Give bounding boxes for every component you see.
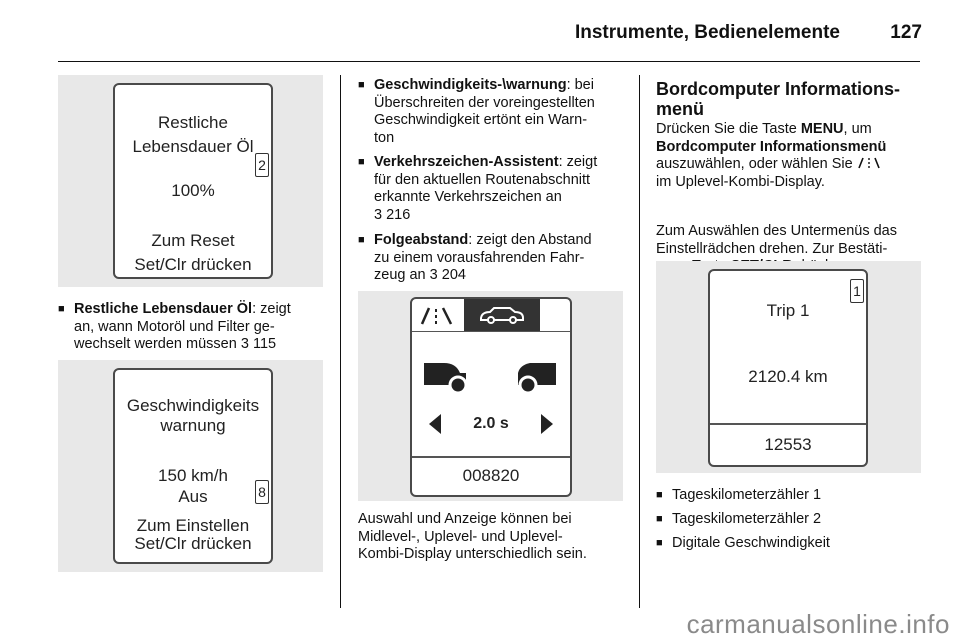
- page-ref: 115: [252, 336, 277, 352]
- bullet-mark: ■: [358, 234, 365, 246]
- bullet-text: erkannte Verkehrszeichen an: [374, 189, 562, 205]
- bullet-mark: ■: [358, 156, 365, 168]
- speed-warning-state: Aus: [178, 487, 208, 506]
- column-divider-right: [639, 75, 640, 608]
- instruction-paragraph-1: [656, 121, 926, 191]
- display-variant-note: [358, 511, 633, 564]
- column-divider-left: [340, 75, 341, 608]
- bullet-text: : zeigt: [252, 301, 291, 317]
- heading-line: Bordcomputer Informations-: [656, 79, 901, 99]
- arrow-right-icon: [540, 413, 554, 435]
- page-ref-icon: 3: [240, 336, 249, 352]
- list-item: [656, 511, 940, 529]
- bullet-text: Überschreiten der voreingestellten: [374, 94, 595, 111]
- para-text: Zum Auswählen des Untermenüs das: [656, 223, 897, 239]
- note-line: Midlevel-, Uplevel- und Uplevel-: [358, 528, 563, 545]
- bullet-traffic-sign: [358, 154, 639, 224]
- odometer-value: 008820: [462, 466, 520, 485]
- car-icon: [478, 306, 526, 324]
- vehicle-ahead-icon: [510, 355, 562, 395]
- bullet-mark: ■: [656, 513, 663, 525]
- watermark: carmanualsonline.info: [686, 609, 950, 639]
- bullet-text: für den aktuellen Routenabschnitt: [374, 171, 591, 188]
- bullet-mark: ■: [656, 489, 663, 501]
- para-text: Drücken Sie die Taste: [656, 121, 801, 137]
- odometer-divider: [710, 423, 866, 425]
- para-text: auszuwählen, oder wählen Sie: [656, 156, 853, 172]
- lane-icon: [420, 306, 454, 326]
- speed-warning-display: [113, 368, 273, 564]
- odometer-value: 12553: [764, 435, 812, 454]
- bullet-mark: ■: [656, 537, 663, 549]
- menu-key: MENU: [800, 121, 844, 137]
- page-title: Instrumente, Bedienelemente: [574, 22, 840, 43]
- oil-life-value: 100%: [171, 181, 215, 200]
- list-item: [656, 487, 940, 505]
- heading-line: menü: [656, 99, 705, 119]
- trip-distance: 2120.4 km: [748, 367, 828, 386]
- page-number: 127: [890, 22, 922, 43]
- oil-life-display: [113, 83, 273, 279]
- bullet-speed-warning: [358, 77, 639, 147]
- bullet-text: zu einem vorausfahrenden Fahr-: [374, 249, 585, 266]
- para-text: im Uplevel-Kombi-Display.: [656, 173, 825, 190]
- trip-display: [708, 269, 868, 467]
- bullet-mark: ■: [58, 303, 65, 315]
- bullet-text: : bei: [566, 77, 594, 93]
- oil-life-line2: Lebensdauer Öl: [132, 137, 254, 156]
- trip-figure: [656, 261, 921, 473]
- oil-life-line5: Set/Clr drücken: [134, 255, 252, 274]
- trip-title: Trip 1: [766, 301, 810, 320]
- speed-warning-figure: [58, 360, 323, 572]
- oil-life-line4: Zum Reset: [151, 231, 235, 250]
- speed-warning-value: 150 km/h: [158, 466, 228, 485]
- bullet-text: : zeigt den Abstand: [468, 232, 592, 248]
- speed-warning-line2: warnung: [160, 416, 226, 435]
- page-tag: 1: [850, 279, 864, 303]
- page-tag: 8: [255, 480, 269, 504]
- bullet-text: zeug an: [374, 267, 426, 283]
- note-line: Kombi-Display unterschiedlich sein.: [358, 546, 587, 562]
- page-ref-icon: 3: [374, 206, 383, 223]
- oil-life-line1: Restliche: [158, 113, 228, 132]
- bullet-following-distance: [358, 232, 639, 285]
- note-line: Auswahl und Anzeige können bei: [358, 511, 572, 527]
- following-distance-display: [410, 297, 572, 497]
- page-ref: 204: [441, 267, 466, 283]
- bullet-term: Restliche Lebensdauer Öl: [74, 301, 253, 317]
- following-gap-value: 2.0 s: [473, 415, 509, 432]
- speed-warning-line1: Geschwindigkeits: [126, 396, 260, 415]
- page-tag: 2: [255, 153, 269, 177]
- page-header: [0, 14, 922, 50]
- list-item-text: Tageskilometerzähler 1: [672, 487, 822, 503]
- page-ref: 216: [386, 206, 411, 223]
- bullet-text: : zeigt: [558, 154, 598, 170]
- header-rule: [58, 61, 920, 62]
- speed-warning-line6: Set/Clr drücken: [134, 534, 252, 553]
- list-item-text: Tageskilometerzähler 2: [672, 511, 822, 527]
- menu-name: Bordcomputer Informationsmenü: [656, 138, 887, 155]
- bullet-mark: ■: [358, 79, 365, 91]
- section-heading: [656, 79, 924, 119]
- list-item: [656, 535, 940, 553]
- bullet-text: an, wann Motoröl und Filter ge-: [74, 318, 275, 335]
- following-distance-figure: [358, 291, 623, 501]
- bullet-text: ton: [374, 129, 395, 146]
- bullet-term: Geschwindigkeits-\warnung: [374, 77, 567, 93]
- oil-life-figure: [58, 75, 323, 287]
- odometer-divider: [412, 456, 570, 458]
- own-car-rear-icon: [422, 355, 470, 395]
- para-text: Einstellrädchen drehen. Zur Bestäti-: [656, 240, 888, 257]
- bullet-text: wechselt werden müssen: [74, 336, 237, 352]
- bullet-oil-life: [58, 301, 324, 354]
- bullet-text: Geschwindigkeit ertönt ein Warn-: [374, 112, 588, 128]
- lane-icon: [857, 157, 881, 169]
- para-text: , um: [843, 121, 872, 137]
- bullet-term: Verkehrszeichen-Assistent: [374, 154, 559, 170]
- page-ref-icon: 3: [429, 267, 438, 283]
- speed-warning-line5: Zum Einstellen: [136, 516, 250, 535]
- car-tab-selected: [464, 299, 540, 331]
- list-item-text: Digitale Geschwindigkeit: [672, 535, 830, 551]
- bullet-term: Folgeabstand: [374, 232, 469, 248]
